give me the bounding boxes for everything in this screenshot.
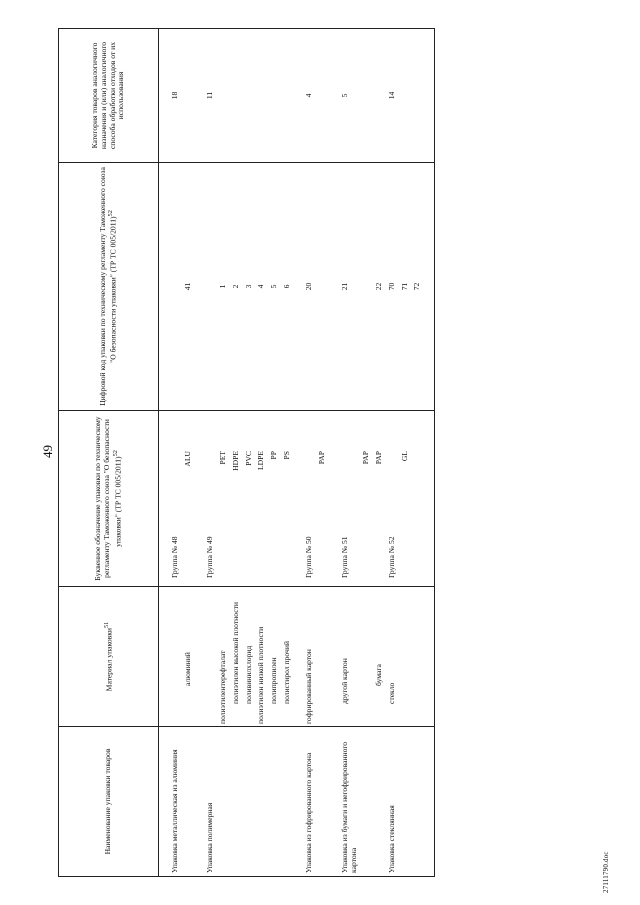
material-value: полиэтилентерефталат xyxy=(217,587,230,727)
header-material: Материал упаковки$^{51}$ xyxy=(59,587,159,727)
letter-code: HDPE xyxy=(230,411,243,587)
group-label: Группа № 49 xyxy=(204,411,217,587)
letter-code: ALU xyxy=(182,411,195,587)
letter-code: PAP xyxy=(360,411,373,587)
header-category: Категория товаров аналогичного назначения и (или) аналогичного способа обработки отходов от их использования xyxy=(59,29,159,163)
material-value: алюминий xyxy=(182,587,195,727)
packaging-name: Упаковка из бумаги и негофрированного картона xyxy=(339,727,360,877)
material-value: полипропилен xyxy=(268,587,281,727)
document-filename: 27111790.doc xyxy=(602,851,610,893)
table-row xyxy=(373,29,386,877)
letter-code: PP xyxy=(268,411,281,587)
letter-code: GL xyxy=(399,411,412,587)
letter-code: PET xyxy=(217,411,230,587)
material-value: другой картон xyxy=(339,587,360,727)
group-label: Группа № 52 xyxy=(386,411,399,587)
group-label: Группа № 48 xyxy=(169,411,182,587)
header-letter-code: Буквенное обозначение упаковки по техническому регламенту Таможенного союза "О безопасности упаковки" (ТР ТС 005/2011)$^{52}$ xyxy=(59,411,159,587)
table-row xyxy=(281,29,294,877)
digit-code: 21 xyxy=(339,163,360,411)
table-row xyxy=(169,29,182,877)
packaging-name: Упаковка металлическая из алюминия xyxy=(169,727,194,877)
category-value: 4 xyxy=(303,29,316,163)
packaging-name: Упаковка стеклянная xyxy=(386,727,399,877)
table-row xyxy=(255,29,268,877)
table-row xyxy=(243,29,256,877)
table-row xyxy=(316,29,329,877)
table-row xyxy=(268,29,281,877)
page-number: 49 xyxy=(40,445,55,458)
material-value: гофрированный картон xyxy=(303,587,316,727)
digit-code: 2 xyxy=(230,163,243,411)
digit-code: 5 xyxy=(268,163,281,411)
table-row xyxy=(411,29,424,877)
header-digit-code: Цифровой код упаковки по техническому регламенту Таможенного союза "О безопасности упаковки" (ТР ТС 005/2011)$^{52}$ xyxy=(59,163,159,411)
table-row xyxy=(230,29,243,877)
table-row xyxy=(217,29,230,877)
digit-code: 1 xyxy=(217,163,230,411)
digit-code: 20 xyxy=(303,163,316,411)
table-row xyxy=(360,29,373,877)
letter-code: LDPE xyxy=(255,411,268,587)
material-value: полиэтилен высокой плотности xyxy=(230,587,243,727)
group-label: Группа № 51 xyxy=(339,411,360,587)
packaging-table xyxy=(58,28,435,877)
digit-code: 41 xyxy=(182,163,195,411)
letter-code: PAP xyxy=(316,411,329,587)
category-value: 11 xyxy=(204,29,217,163)
material-value: полиэтилен низкой плотности xyxy=(255,587,268,727)
table-row xyxy=(386,29,399,877)
digit-code: 70 xyxy=(386,163,399,411)
table-row xyxy=(303,29,316,877)
category-value: 14 xyxy=(386,29,399,163)
header-packaging-name: Наименование упаковки товаров xyxy=(59,727,159,877)
digit-code: 6 xyxy=(281,163,294,411)
digit-code: 3 xyxy=(243,163,256,411)
table-header-row xyxy=(59,29,159,877)
material-value: бумага xyxy=(373,587,386,727)
digit-code: 22 xyxy=(373,163,386,411)
digit-code: 71 xyxy=(399,163,412,411)
table-row xyxy=(204,29,217,877)
material-value: стекло xyxy=(386,587,399,727)
category-value: 18 xyxy=(169,29,182,163)
letter-code: PAP xyxy=(373,411,386,587)
material-value: поливинилхлорид xyxy=(243,587,256,727)
letter-code: PS xyxy=(281,411,294,587)
digit-code: 72 xyxy=(411,163,424,411)
table-row xyxy=(339,29,360,877)
group-label: Группа № 50 xyxy=(303,411,316,587)
table-row xyxy=(399,29,412,877)
category-value: 5 xyxy=(339,29,360,163)
packaging-name: Упаковка полимерная xyxy=(204,727,217,877)
packaging-name: Упаковка из гофрированного картона xyxy=(303,727,316,877)
material-value: полистирол прочий xyxy=(281,587,294,727)
digit-code: 4 xyxy=(255,163,268,411)
letter-code: PVC xyxy=(243,411,256,587)
